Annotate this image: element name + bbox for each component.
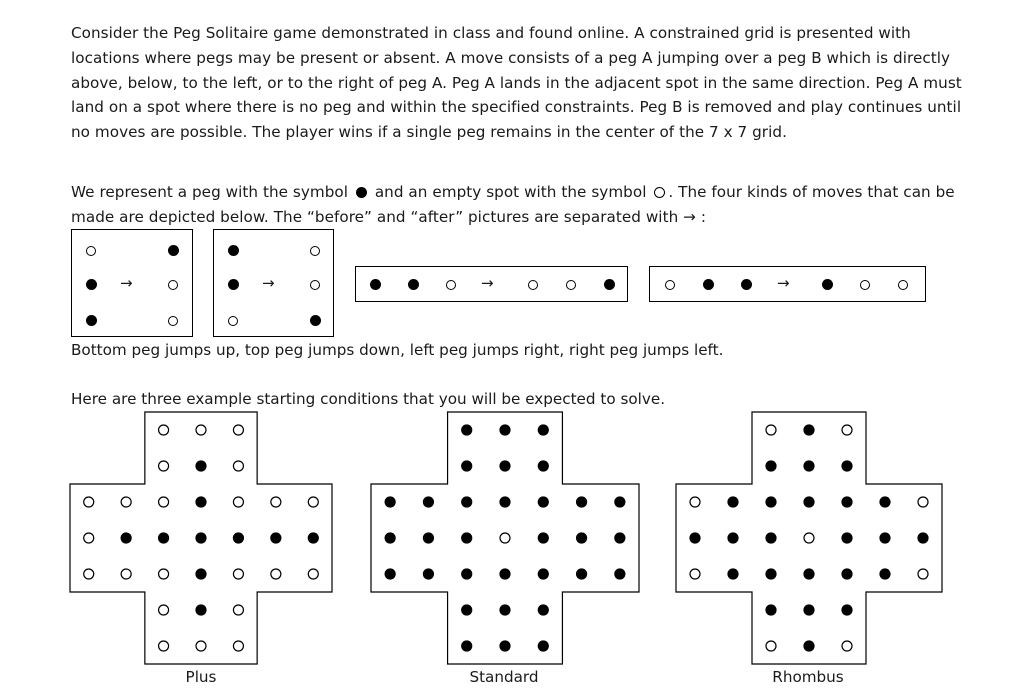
empty-spot bbox=[271, 497, 281, 507]
arrow-symbol: → bbox=[683, 207, 696, 226]
peg bbox=[841, 460, 852, 471]
peg bbox=[803, 424, 814, 435]
empty-spot bbox=[690, 569, 700, 579]
standard-board-label: Standard bbox=[469, 668, 539, 686]
peg bbox=[370, 279, 381, 290]
empty-spot bbox=[528, 280, 538, 290]
peg bbox=[423, 568, 434, 579]
rhombus-board bbox=[676, 412, 942, 664]
peg bbox=[538, 568, 549, 579]
peg bbox=[423, 532, 434, 543]
peg bbox=[841, 604, 852, 615]
peg bbox=[879, 532, 890, 543]
empty-spot bbox=[308, 569, 318, 579]
symbol-text-2: and an empty spot with the symbol bbox=[374, 183, 647, 201]
peg bbox=[168, 245, 179, 256]
move-arrow: → bbox=[777, 274, 790, 292]
empty-spot bbox=[766, 641, 776, 651]
empty-spot bbox=[918, 497, 928, 507]
move-arrow: → bbox=[481, 274, 494, 292]
peg bbox=[499, 604, 510, 615]
peg bbox=[385, 532, 396, 543]
empty-spot bbox=[168, 316, 178, 326]
peg bbox=[538, 496, 549, 507]
peg bbox=[614, 496, 625, 507]
empty-spot bbox=[121, 497, 131, 507]
plus-board bbox=[70, 412, 332, 664]
peg bbox=[803, 496, 814, 507]
empty-spot bbox=[310, 246, 320, 256]
peg bbox=[270, 532, 281, 543]
empty-spot bbox=[84, 497, 94, 507]
symbol-text-end: : bbox=[700, 207, 706, 226]
empty-spot bbox=[233, 569, 243, 579]
peg bbox=[576, 496, 587, 507]
peg bbox=[822, 279, 833, 290]
peg bbox=[614, 568, 625, 579]
peg bbox=[727, 496, 738, 507]
peg bbox=[499, 460, 510, 471]
empty-spot bbox=[500, 533, 510, 543]
peg bbox=[461, 424, 472, 435]
empty-spot bbox=[196, 425, 206, 435]
peg bbox=[158, 532, 169, 543]
peg bbox=[538, 604, 549, 615]
symbol-paragraph bbox=[71, 180, 971, 230]
empty-spot bbox=[766, 425, 776, 435]
peg bbox=[499, 640, 510, 651]
peg bbox=[765, 604, 776, 615]
peg bbox=[86, 279, 97, 290]
peg-symbol-icon bbox=[356, 187, 367, 198]
peg bbox=[576, 568, 587, 579]
peg bbox=[841, 568, 852, 579]
peg bbox=[86, 315, 97, 326]
empty-spot bbox=[159, 605, 169, 615]
peg bbox=[803, 604, 814, 615]
peg bbox=[604, 279, 615, 290]
peg bbox=[689, 532, 700, 543]
peg bbox=[538, 532, 549, 543]
empty-spot bbox=[233, 425, 243, 435]
peg bbox=[879, 568, 890, 579]
peg bbox=[228, 279, 239, 290]
move-arrow: → bbox=[262, 274, 275, 292]
peg bbox=[765, 532, 776, 543]
peg bbox=[461, 532, 472, 543]
empty-spot bbox=[228, 316, 238, 326]
peg bbox=[841, 496, 852, 507]
peg bbox=[461, 568, 472, 579]
peg bbox=[408, 279, 419, 290]
move-up-diagram bbox=[71, 229, 193, 337]
peg bbox=[803, 460, 814, 471]
empty-spot bbox=[842, 641, 852, 651]
peg bbox=[195, 496, 206, 507]
peg bbox=[310, 315, 321, 326]
peg bbox=[538, 424, 549, 435]
peg bbox=[727, 568, 738, 579]
peg bbox=[765, 568, 776, 579]
peg bbox=[538, 460, 549, 471]
peg bbox=[195, 460, 206, 471]
empty-spot bbox=[196, 641, 206, 651]
peg bbox=[538, 640, 549, 651]
peg bbox=[461, 460, 472, 471]
move-left-diagram bbox=[649, 266, 926, 302]
standard-board bbox=[371, 412, 639, 664]
move-right-diagram bbox=[355, 266, 628, 302]
empty-spot bbox=[233, 461, 243, 471]
empty-spot bbox=[842, 425, 852, 435]
empty-spot bbox=[446, 280, 456, 290]
peg bbox=[385, 496, 396, 507]
empty-spot bbox=[233, 605, 243, 615]
peg bbox=[499, 496, 510, 507]
empty-spot bbox=[159, 569, 169, 579]
peg bbox=[385, 568, 396, 579]
rhombus-board-label: Rhombus bbox=[772, 668, 844, 686]
peg bbox=[228, 245, 239, 256]
peg bbox=[803, 568, 814, 579]
empty-spot bbox=[690, 497, 700, 507]
intro-text: Consider the Peg Solitaire game demonstrated in class and found online. A constrained grid is presented with locations where pegs may be present or absent. A move consists of a peg A jumping over a peg B which is directly above, below, to the left, or to the right of peg A. Peg A lands in the adjacent spot in the same direction. Peg A must land on a spot where there is no peg and within the specified constraints. Peg B is removed and play continues until no moves are possible. The player wins if a single peg remains in the center of the 7 x 7 grid. bbox=[71, 24, 962, 142]
peg bbox=[879, 496, 890, 507]
empty-spot bbox=[898, 280, 908, 290]
empty-spot bbox=[86, 246, 96, 256]
peg bbox=[308, 532, 319, 543]
move-arrow: → bbox=[120, 274, 133, 292]
empty-spot bbox=[159, 641, 169, 651]
empty-spot bbox=[233, 641, 243, 651]
plus-board-label: Plus bbox=[185, 668, 217, 686]
empty-spot bbox=[271, 569, 281, 579]
intro-paragraph bbox=[71, 21, 971, 145]
empty-spot bbox=[308, 497, 318, 507]
empty-spot bbox=[860, 280, 870, 290]
move-down-diagram bbox=[213, 229, 334, 337]
peg bbox=[423, 496, 434, 507]
peg bbox=[461, 640, 472, 651]
empty-spot bbox=[168, 280, 178, 290]
empty-spot bbox=[121, 569, 131, 579]
peg bbox=[233, 532, 244, 543]
peg bbox=[576, 532, 587, 543]
empty-spot bbox=[159, 497, 169, 507]
empty-spot bbox=[159, 461, 169, 471]
peg bbox=[841, 532, 852, 543]
peg bbox=[121, 532, 132, 543]
empty-spot bbox=[84, 569, 94, 579]
empty-spot bbox=[310, 280, 320, 290]
peg bbox=[461, 496, 472, 507]
peg bbox=[765, 496, 776, 507]
peg bbox=[917, 532, 928, 543]
empty-spot bbox=[918, 569, 928, 579]
empty-spot bbox=[566, 280, 576, 290]
peg bbox=[195, 532, 206, 543]
peg bbox=[614, 532, 625, 543]
empty-spot bbox=[665, 280, 675, 290]
peg bbox=[461, 604, 472, 615]
examples-intro: Here are three example starting conditions that you will be expected to solve. bbox=[71, 390, 666, 408]
moves-caption: Bottom peg jumps up, top peg jumps down, left peg jumps right, right peg jumps left. bbox=[71, 341, 724, 359]
peg bbox=[195, 604, 206, 615]
empty-spot bbox=[84, 533, 94, 543]
peg bbox=[195, 568, 206, 579]
peg bbox=[499, 424, 510, 435]
peg bbox=[703, 279, 714, 290]
peg bbox=[741, 279, 752, 290]
empty-spot bbox=[159, 425, 169, 435]
empty-spot bbox=[804, 533, 814, 543]
empty-symbol-icon bbox=[654, 187, 665, 198]
peg bbox=[803, 640, 814, 651]
peg bbox=[727, 532, 738, 543]
symbol-text-3: . The four kinds of moves that can be made are depicted below. The “before” and “after” pictures are separated with bbox=[71, 183, 955, 226]
peg bbox=[499, 568, 510, 579]
empty-spot bbox=[233, 497, 243, 507]
symbol-text-1: We represent a peg with the symbol bbox=[71, 183, 349, 201]
peg bbox=[765, 460, 776, 471]
